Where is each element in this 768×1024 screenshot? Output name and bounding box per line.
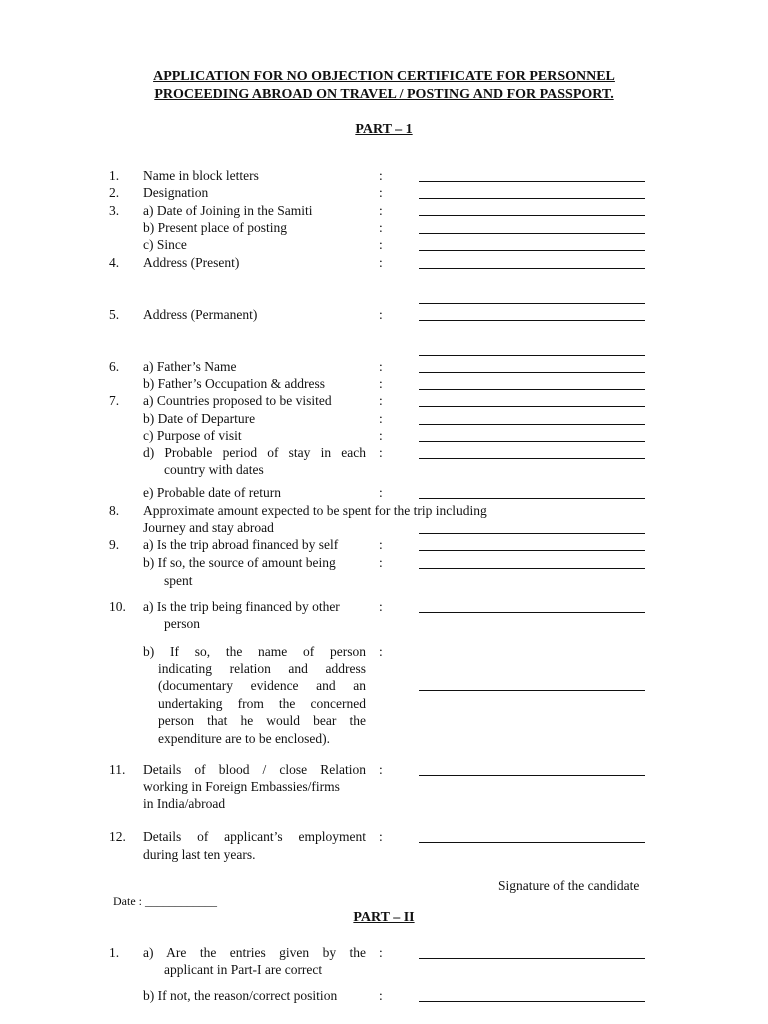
item-number-1: 1.: [109, 168, 120, 183]
colon: :: [379, 393, 383, 408]
label-date-of-departure: b) Date of Departure: [143, 411, 256, 426]
label-blood-relation: Details of blood / close Relation: [143, 762, 366, 777]
label-blood-relation-line2: working in Foreign Embassies/firms: [143, 779, 340, 794]
label-name-block-letters: Name in block letters: [143, 168, 259, 183]
part2-item-number-1: 1.: [109, 945, 120, 960]
field-address-permanent-line2[interactable]: [419, 355, 645, 356]
field-financed-by-self[interactable]: [419, 550, 645, 551]
colon: :: [379, 376, 383, 391]
label-name-of-person-line6: expenditure are to be enclosed).: [158, 731, 331, 746]
field-date-of-departure[interactable]: [419, 424, 645, 425]
item-number-10: 10.: [109, 599, 126, 614]
field-purpose-of-visit[interactable]: [419, 441, 645, 442]
label-name-of-person-line5: person that he would bear the: [158, 713, 366, 728]
field-fathers-name[interactable]: [419, 372, 645, 373]
label-source-of-amount-cont: spent: [164, 573, 193, 588]
colon: :: [379, 485, 383, 500]
label-address-present: Address (Present): [143, 255, 240, 270]
form-title-line2: PROCEEDING ABROAD ON TRAVEL / POSTING AND FOR PASSPORT.: [154, 87, 614, 102]
item-number-5: 5.: [109, 307, 120, 322]
label-approximate-amount-cont: Journey and stay abroad: [143, 520, 274, 535]
colon: :: [379, 445, 383, 460]
label-probable-return-date: e) Probable date of return: [143, 485, 281, 500]
label-purpose-of-visit: c) Purpose of visit: [143, 428, 242, 443]
field-countries-visited[interactable]: [419, 406, 645, 407]
label-probable-period-stay-cont: country with dates: [164, 462, 264, 477]
field-name-block-letters[interactable]: [419, 181, 645, 182]
field-address-present-line2[interactable]: [419, 303, 645, 304]
field-entries-correct[interactable]: [419, 958, 645, 959]
colon: :: [379, 411, 383, 426]
label-source-of-amount: b) If so, the source of amount being: [143, 555, 336, 570]
colon: :: [379, 644, 383, 659]
part1-heading: PART – 1: [355, 122, 413, 137]
label-name-of-person-line4: undertaking from the concerned: [158, 696, 366, 711]
field-blood-relation[interactable]: [419, 775, 645, 776]
item-number-8: 8.: [109, 503, 120, 518]
label-probable-period-stay: d) Probable period of stay in each: [143, 445, 366, 460]
field-name-of-person[interactable]: [419, 690, 645, 691]
colon: :: [379, 428, 383, 443]
field-source-of-amount[interactable]: [419, 568, 645, 569]
label-fathers-occupation: b) Father’s Occupation & address: [143, 376, 325, 391]
item-number-3: 3.: [109, 203, 120, 218]
item-number-7: 7.: [109, 393, 120, 408]
label-designation: Designation: [143, 185, 209, 200]
label-entries-correct-cont: applicant in Part-I are correct: [164, 962, 323, 977]
label-name-of-person-line2: indicating relation and address: [158, 661, 366, 676]
colon: :: [379, 599, 383, 614]
field-financed-by-other[interactable]: [419, 612, 645, 613]
field-applicant-employment[interactable]: [419, 842, 645, 843]
label-date-of-joining: a) Date of Joining in the Samiti: [143, 203, 313, 218]
field-present-place-posting[interactable]: [419, 233, 645, 234]
field-address-present-line1[interactable]: [419, 268, 645, 269]
label-applicant-employment: Details of applicant’s employment: [143, 829, 366, 844]
field-approximate-amount[interactable]: [419, 533, 645, 534]
field-reason-correct-position[interactable]: [419, 1001, 645, 1002]
signature-label: Signature of the candidate: [498, 878, 640, 893]
colon: :: [379, 203, 383, 218]
colon: :: [379, 988, 383, 1003]
label-reason-correct-position: b) If not, the reason/correct position: [143, 988, 338, 1003]
item-number-4: 4.: [109, 255, 120, 270]
field-address-permanent-line1[interactable]: [419, 320, 645, 321]
field-date-of-joining[interactable]: [419, 215, 645, 216]
item-number-12: 12.: [109, 829, 126, 844]
colon: :: [379, 220, 383, 235]
colon: :: [379, 168, 383, 183]
colon: :: [379, 255, 383, 270]
field-fathers-occupation[interactable]: [419, 389, 645, 390]
label-blood-relation-line3: in India/abroad: [143, 796, 226, 811]
item-number-11: 11.: [109, 762, 126, 777]
colon: :: [379, 359, 383, 374]
label-countries-visited: a) Countries proposed to be visited: [143, 393, 332, 408]
label-address-permanent: Address (Permanent): [143, 307, 258, 322]
colon: :: [379, 945, 383, 960]
part2-heading: PART – II: [353, 910, 415, 925]
label-financed-by-other-cont: person: [164, 616, 200, 631]
colon: :: [379, 307, 383, 322]
item-number-6: 6.: [109, 359, 120, 374]
date-label: Date : ____________: [113, 894, 217, 908]
label-financed-by-self: a) Is the trip abroad financed by self: [143, 537, 339, 552]
colon: :: [379, 555, 383, 570]
colon: :: [379, 185, 383, 200]
label-applicant-employment-cont: during last ten years.: [143, 847, 256, 862]
label-since: c) Since: [143, 237, 187, 252]
label-fathers-name: a) Father’s Name: [143, 359, 237, 374]
colon: :: [379, 237, 383, 252]
label-entries-correct: a) Are the entries given by the: [143, 945, 366, 960]
label-name-of-person: b) If so, the name of person: [143, 644, 366, 659]
label-present-place-posting: b) Present place of posting: [143, 220, 287, 235]
label-name-of-person-line3: (documentary evidence and an: [158, 678, 366, 693]
colon: :: [379, 829, 383, 844]
field-since[interactable]: [419, 250, 645, 251]
label-financed-by-other: a) Is the trip being financed by other: [143, 599, 340, 614]
label-approximate-amount: Approximate amount expected to be spent for the trip including: [143, 503, 487, 518]
field-probable-return-date[interactable]: [419, 498, 645, 499]
form-title-line1: APPLICATION FOR NO OBJECTION CERTIFICATE FOR PERSONNEL: [153, 69, 615, 84]
field-designation[interactable]: [419, 198, 645, 199]
colon: :: [379, 762, 383, 777]
item-number-2: 2.: [109, 185, 120, 200]
field-probable-period-stay[interactable]: [419, 458, 645, 459]
item-number-9: 9.: [109, 537, 120, 552]
colon: :: [379, 537, 383, 552]
